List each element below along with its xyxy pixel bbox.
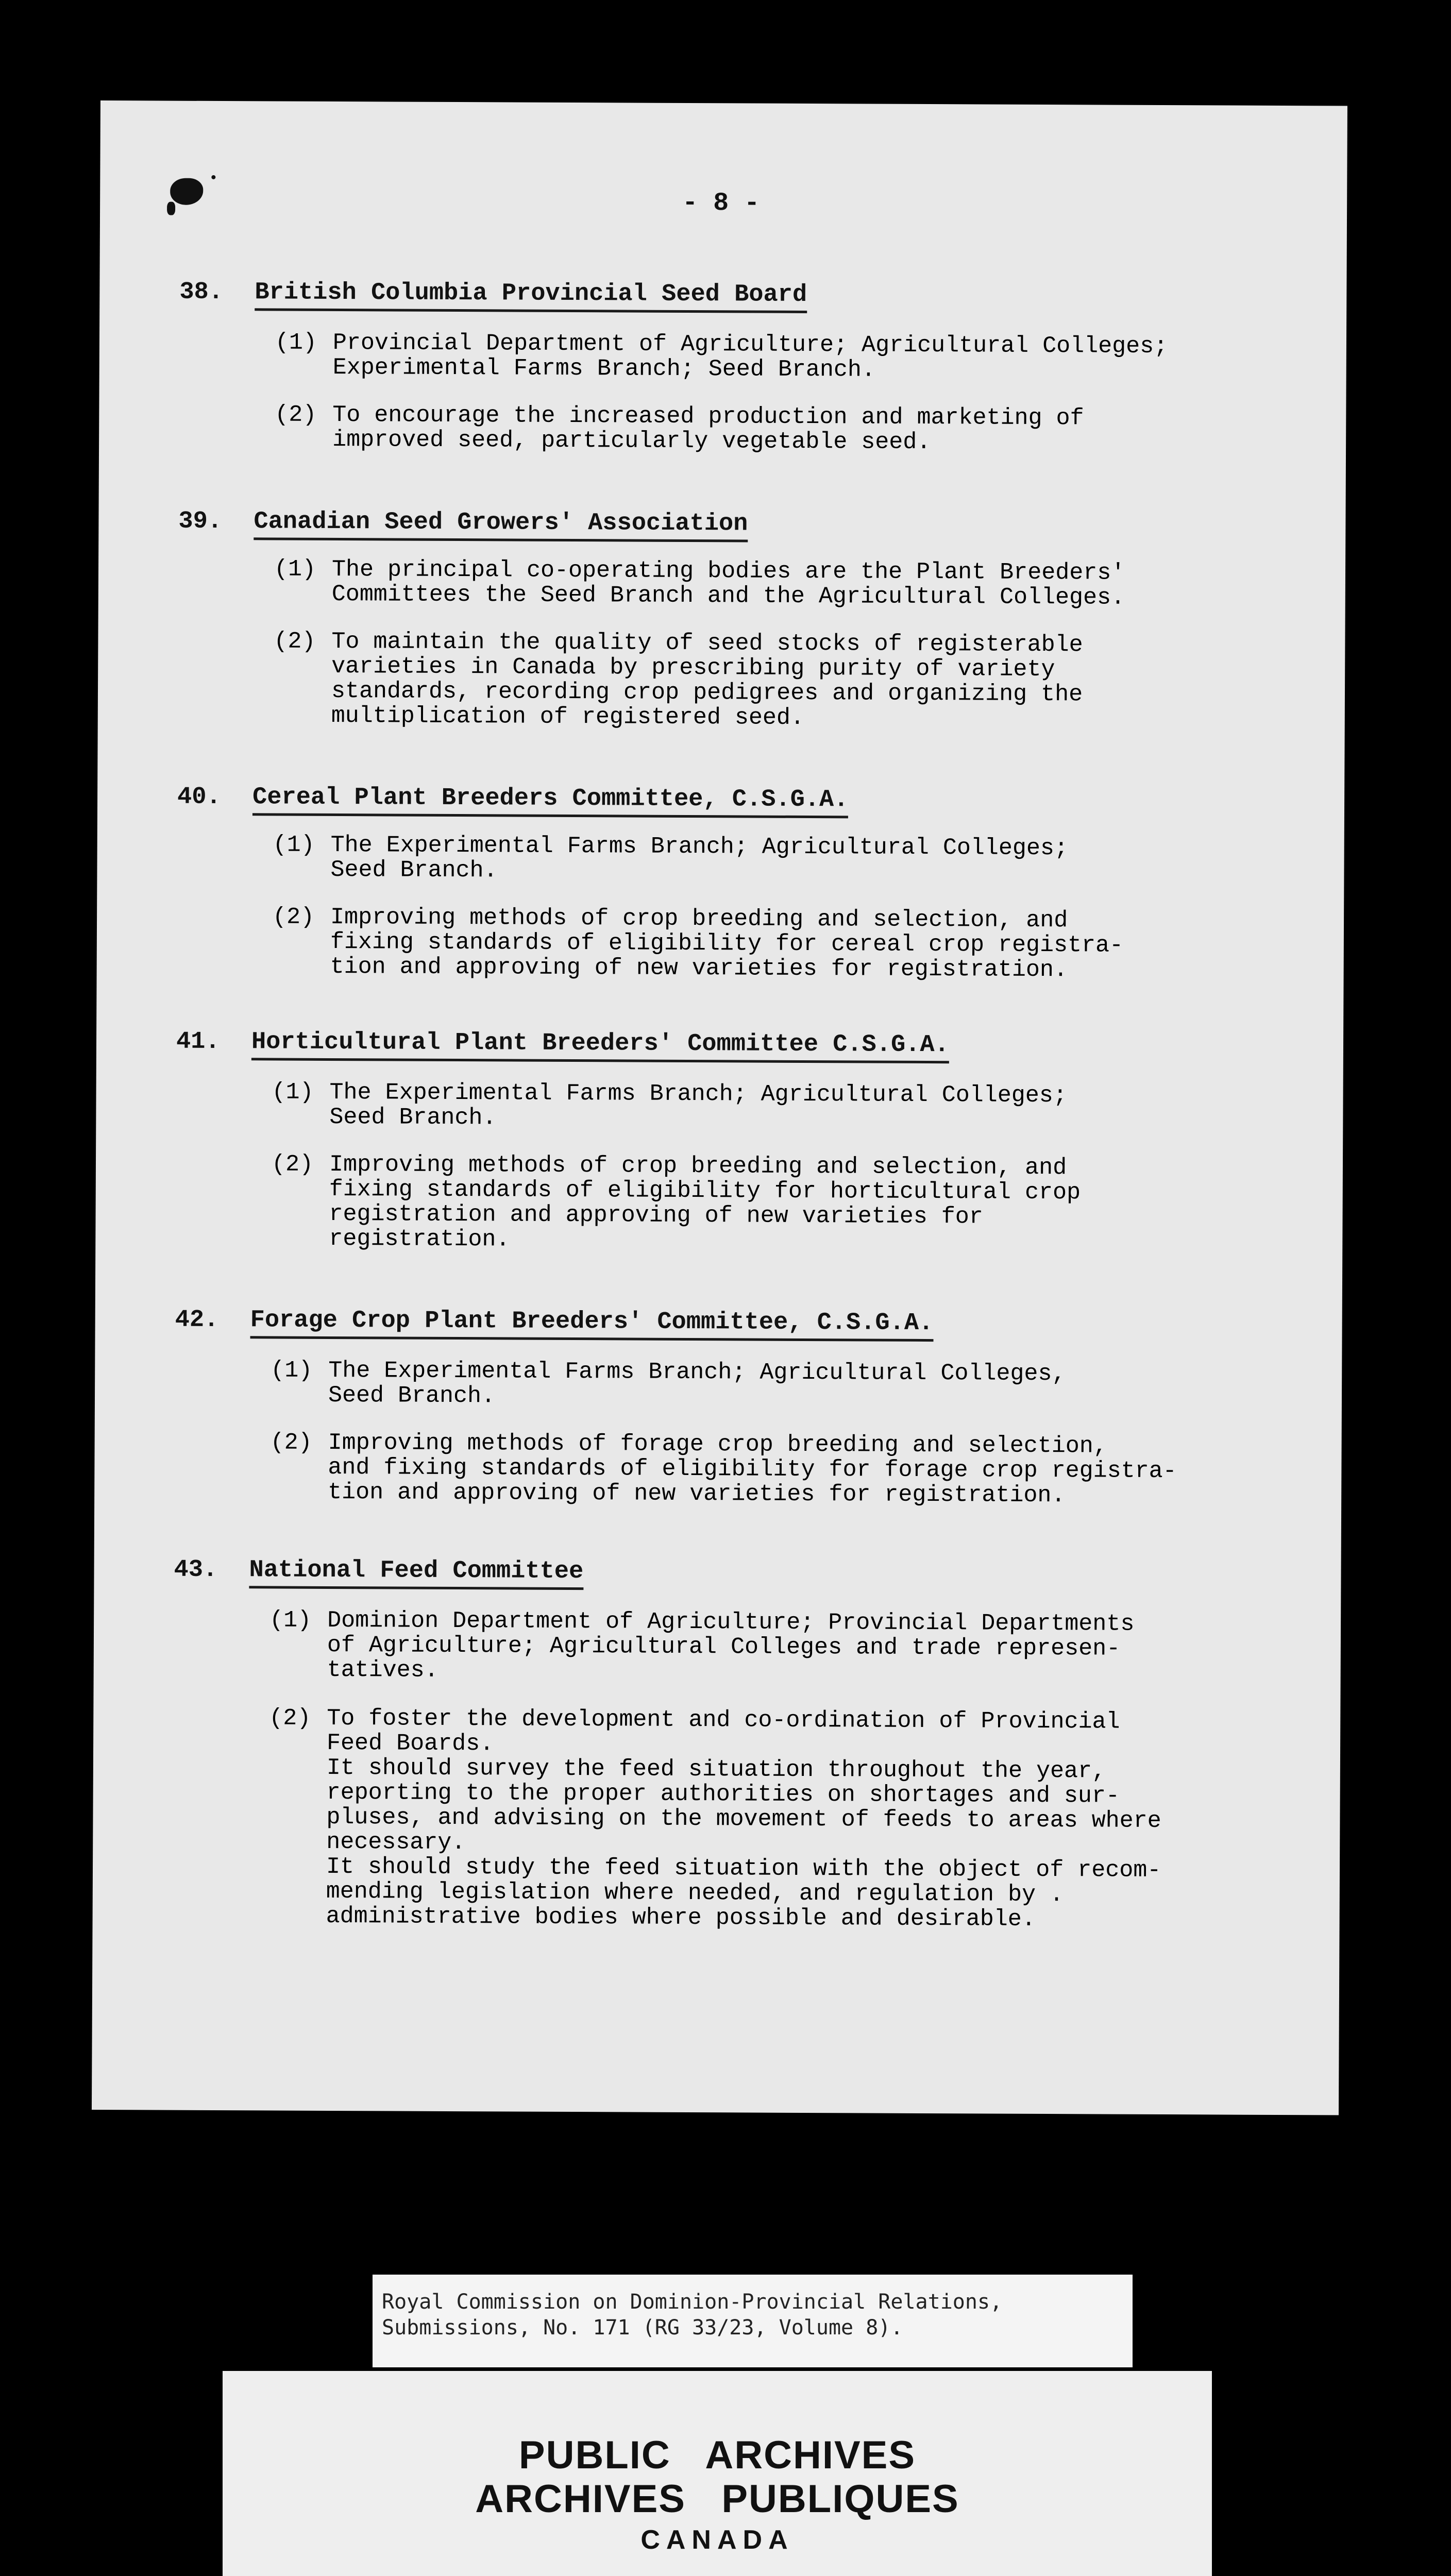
item-text: To encourage the increased production and marketing of improved seed, particularly vegetable seed. bbox=[332, 401, 1084, 456]
entry-43-item-1 bbox=[269, 1607, 1321, 1684]
item-number: (1) bbox=[272, 1079, 314, 1106]
archive-line-french: ARCHIVES PUBLIQUES bbox=[475, 2477, 959, 2521]
entry-number: 42. bbox=[175, 1306, 219, 1334]
entry-38-item-2 bbox=[275, 401, 1326, 456]
entry-number: 39. bbox=[178, 507, 223, 536]
entry-38 bbox=[179, 278, 1328, 309]
entry-38-item-1 bbox=[275, 329, 1326, 383]
item-text: Improving methods of crop breeding and selection, and fixing standards of eligibility for horticultural crop registration and approving of new varieties for registration. bbox=[329, 1151, 1081, 1253]
archive-line-english: PUBLIC ARCHIVES bbox=[518, 2433, 916, 2477]
entry-42-item-2 bbox=[270, 1429, 1322, 1509]
entry-39 bbox=[178, 507, 1328, 538]
entry-39-item-1 bbox=[274, 556, 1325, 611]
entry-number: 38. bbox=[179, 278, 224, 307]
item-number: (2) bbox=[270, 1429, 312, 1456]
item-number: (2) bbox=[271, 1151, 314, 1178]
entry-40-item-1 bbox=[273, 832, 1324, 884]
item-text: Provincial Department of Agriculture; Agricultural Colleges; Experimental Farms Branch; Seed Branch. bbox=[332, 329, 1168, 383]
entry-43 bbox=[174, 1556, 1323, 1586]
item-number: (2) bbox=[275, 401, 317, 428]
item-text: To maintain the quality of seed stocks of registerable varieties in Canada by prescribing purity of variety standards, recording crop pedigrees and organizing the multiplication of registered seed. bbox=[331, 628, 1083, 731]
item-text: To foster the development and co-ordination of Provincial Feed Boards. It should survey the feed situation throughout the year, reporting to the proper authorities on shortages and sur- pluses, and advising on the movement of feeds to areas where necessary. It should study the feed situation with the object of recom- mending legislation where needed, and regulation by . administrative bodies where possible and desirable. bbox=[326, 1705, 1161, 1933]
entry-title: British Columbia Provincial Seed Board bbox=[255, 279, 807, 313]
entry-title: Cereal Plant Breeders Committee, C.S.G.A. bbox=[252, 784, 849, 818]
entry-41-item-1 bbox=[272, 1079, 1323, 1131]
ink-drip bbox=[167, 202, 175, 215]
ink-spot bbox=[211, 175, 215, 179]
item-text: The principal co-operating bodies are the Plant Breeders' Committees the Seed Branch and the Agricultural Colleges. bbox=[331, 556, 1125, 611]
item-number: (1) bbox=[274, 556, 316, 583]
entry-42 bbox=[175, 1306, 1324, 1337]
archive-stamp-card bbox=[223, 2371, 1212, 2576]
entry-41 bbox=[176, 1028, 1325, 1059]
entry-41-item-2 bbox=[271, 1151, 1323, 1253]
page-number: - 8 - bbox=[682, 188, 760, 218]
item-number: (2) bbox=[274, 628, 316, 655]
item-number: (1) bbox=[273, 832, 315, 858]
entry-40-item-2 bbox=[272, 904, 1324, 984]
entry-number: 41. bbox=[176, 1028, 220, 1056]
archive-line-country: CANADA bbox=[640, 2525, 794, 2555]
entry-title: Horticultural Plant Breeders' Committee C.S.G.A. bbox=[251, 1028, 949, 1063]
item-number: (2) bbox=[272, 904, 315, 930]
item-text: The Experimental Farms Branch; Agricultural Colleges; Seed Branch. bbox=[329, 1079, 1067, 1131]
item-text: Improving methods of crop breeding and selection, and fixing standards of eligibility for cereal crop registra- tion and approving of new varieties for registration. bbox=[330, 904, 1124, 984]
entry-39-item-2 bbox=[274, 628, 1325, 731]
item-number: (1) bbox=[271, 1357, 313, 1384]
item-text: Dominion Department of Agriculture; Provincial Departments of Agriculture; Agricultural Colleges and trade represen- tatives. bbox=[327, 1607, 1135, 1684]
reference-label: Royal Commission on Dominion-Provincial Relations, Submissions, No. 171 (RG 33/23, Volume 8). bbox=[373, 2275, 1133, 2367]
entry-43-item-2 bbox=[269, 1705, 1320, 1933]
entry-42-item-1 bbox=[271, 1357, 1322, 1410]
item-text: The Experimental Farms Branch; Agricultural Colleges; Seed Branch. bbox=[330, 832, 1069, 884]
item-text: The Experimental Farms Branch; Agricultural Colleges, Seed Branch. bbox=[328, 1357, 1066, 1410]
item-number: (1) bbox=[275, 329, 317, 356]
ink-blot bbox=[170, 178, 203, 205]
item-number: (1) bbox=[269, 1607, 312, 1634]
entry-title: Canadian Seed Growers' Association bbox=[254, 508, 748, 542]
item-number: (2) bbox=[269, 1705, 311, 1732]
document-page bbox=[92, 100, 1347, 2115]
item-text: Improving methods of forage crop breeding and selection, and fixing standards of eligibility for forage crop registra- tion and approving of new varieties for registration. bbox=[328, 1429, 1177, 1509]
entry-title: National Feed Committee bbox=[249, 1556, 583, 1590]
entry-title: Forage Crop Plant Breeders' Committee, C.S.G.A. bbox=[250, 1307, 934, 1342]
entry-40 bbox=[177, 783, 1326, 814]
entry-number: 43. bbox=[174, 1556, 218, 1584]
entry-number: 40. bbox=[177, 783, 221, 811]
